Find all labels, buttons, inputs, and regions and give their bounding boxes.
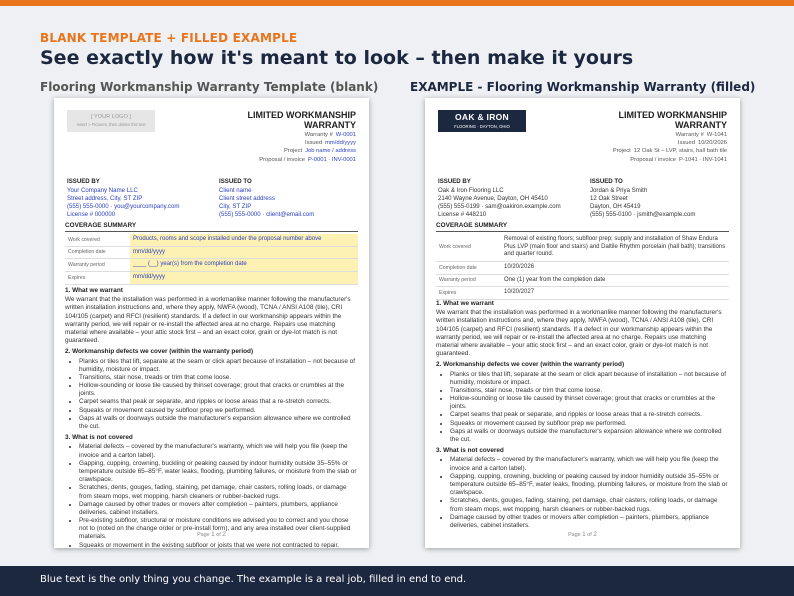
issued-by-block — [67, 178, 217, 219]
eyebrow-label: BLANK TEMPLATE + FILLED EXAMPLE — [40, 31, 298, 45]
table-row: Completion date mm/dd/yyyy — [65, 246, 358, 259]
meta-row: Proposal / invoice P-1041 · INV-1041 — [630, 156, 727, 163]
list-item: • Hollow-sounding or loose tile caused by thinset coverage; grout that cracks or crumbles at the joints. — [79, 382, 358, 398]
section-heading: 2. Workmanship defects we cover (within the warranty period) — [65, 348, 254, 356]
warranty-body — [436, 297, 729, 530]
list-item: • Squeaks or movement in the existing subfloor or joists that we were not contracted to repair. — [79, 542, 358, 548]
issued-to-label: ISSUED TO — [219, 178, 252, 185]
list-item: • Planks or tiles that lift, separate at the seam or click apart because of installation – not because of humidity, moisture or impact. — [450, 371, 729, 387]
client-line: 12 Oak Street — [590, 194, 628, 202]
issuer-line: License # 000000 — [67, 210, 116, 218]
meta-row: Project Job name / address — [284, 148, 356, 155]
table-row: Work covered Removal of existing floors; subfloor prep; supply and installation of Shaw Endura Plus LVP (main floor and stairs) and Daltile Rhythm porcelain (hall bath); transitions and quarter round. — [436, 234, 729, 262]
client-line: Client name — [219, 186, 252, 194]
logo-placeholder-hint: Insert > Pictures, then delete this text — [76, 122, 146, 128]
table-row: Work covered Products, rooms and scope installed under the proposal number above — [65, 234, 358, 246]
client-line: Client street address — [219, 194, 275, 202]
filled-example-label: EXAMPLE - Flooring Workmanship Warranty (filled) — [410, 80, 756, 94]
covered-defects-list — [65, 358, 358, 432]
warranty-meta — [613, 131, 727, 164]
meta-row: Warranty # W-0001 — [304, 132, 356, 138]
client-line: (555) 555-0100 · jsmith@example.com — [590, 210, 696, 218]
section-paragraph: We warrant that the installation was performed in a workmanlike manner following the manufacturer's written installation instructions and, where they apply, NWFA (wood), TCNA / ANSI A108 (tile), CRI 104/105 (carpet) and RFCI (resilient) standards. If a defect in our workmanship appears within the warranty period, we will repair or re-install the affected area at no charge. Repairs use matching material where available – your attic stock first – and an exact color, grain or dye-lot match is not guaranteed. — [65, 296, 351, 345]
list-item: • Transitions, stair nose, treads or trim that come loose. — [79, 374, 358, 382]
issued-by-block — [438, 178, 588, 219]
client-line: Dayton, OH 45419 — [590, 202, 641, 210]
list-item: • Damage caused by other trades or movers after completion – painters, plumbers, appliance deliveries, cabinet installers. — [79, 501, 358, 517]
company-logo-name: OAK & IRON — [455, 112, 509, 122]
blank-template-label: Flooring Workmanship Warranty Template (blank) — [40, 80, 379, 94]
logo-placeholder-text: [ YOUR LOGO ] — [91, 114, 131, 120]
list-item: • Squeaks or movement caused by subfloor prep we performed. — [450, 420, 729, 428]
warranty-meta — [259, 131, 356, 164]
list-item: • Gaps at walls or doorways outside the manufacturer's expansion allowance where we controlled the cut. — [79, 415, 358, 431]
company-logo — [438, 110, 526, 132]
section-paragraph: We warrant that the installation was performed in a workmanlike manner following the manufacturer's written installation instructions and, where they apply, NWFA (wood), TCNA / ANSI A108 (tile), CRI 104/105 (carpet) and RFCI (resilient) standards. If a defect in our workmanship appears within the warranty period, we will repair or re-install the affected area at no charge. Repairs use matching material where available – your attic stock first – and an exact color, grain or dye-lot match is not guaranteed. — [436, 309, 722, 358]
table-row: Completion date 10/20/2026 — [436, 262, 729, 275]
title-line-1: LIMITED WORKMANSHIP — [618, 110, 727, 120]
section-heading: 1. What we warrant — [436, 300, 494, 307]
section-heading: 3. What is not covered — [65, 434, 133, 442]
section-heading: 1. What we warrant — [65, 287, 123, 294]
issuer-line: License # 448210 — [438, 210, 487, 218]
client-line: Jordan & Priya Smith — [590, 186, 648, 194]
meta-row: Warranty # W-1041 — [675, 132, 727, 138]
issuer-line: (555) 555-0000 · you@yourcompany.com — [67, 202, 180, 210]
footer-bar — [0, 566, 794, 596]
list-item: • Squeaks or movement caused by subfloor prep we performed. — [79, 407, 358, 415]
headline: See exactly how it's meant to look – then make it yours — [40, 47, 634, 69]
accent-top-bar — [0, 0, 794, 6]
filled-example-page — [425, 98, 740, 548]
meta-row: Issued 10/20/2026 — [677, 140, 727, 147]
coverage-table — [436, 234, 729, 300]
list-item: • Pre-existing subfloor, structural or moisture conditions we advised you to correct and you chose not to (noted on the change order or pre-install form), and any area installed over client-supplied materials. — [79, 517, 358, 542]
list-item: • Hollow-sounding or loose tile caused by thinset coverage; grout that cracks or crumbles at the joints. — [450, 395, 729, 411]
section-heading: 2. Workmanship defects we cover (within the warranty period) — [436, 361, 625, 369]
list-item: • Gapping, cupping, crowning, buckling or peaking caused by indoor humidity outside 35–55% or temperature outside 65–85°F, water leaks, flooding, plumbing failures, or moisture from the slab or crawlspace. — [79, 460, 358, 485]
coverage-summary-heading: COVERAGE SUMMARY — [65, 222, 358, 232]
list-item: • Transitions, stair nose, treads or trim that come loose. — [450, 387, 729, 395]
client-line: City, ST ZIP — [219, 202, 252, 210]
issuer-line: Oak & Iron Flooring LLC — [438, 186, 504, 194]
list-item: • Planks or tiles that lift, separate at the seam or click apart because of installation – not because of humidity, moisture or impact. — [79, 358, 358, 374]
list-item: • Carpet seams that peak or separate, and ripples or loose areas that a re-stretch corrects. — [450, 411, 729, 419]
meta-row: Project 12 Oak St – LVP, stairs, hall bath tile — [612, 148, 727, 155]
issuer-line: Street address, City, ST ZIP — [67, 194, 143, 202]
coverage-table — [65, 234, 358, 285]
table-row: Expires mm/dd/yyyy — [65, 272, 358, 285]
table-row: Warranty period ____ (__) year(s) from the completion date — [65, 259, 358, 272]
issued-to-block — [219, 178, 359, 219]
issued-by-label: ISSUED BY — [438, 178, 471, 185]
list-item: • Carpet seams that peak or separate, and ripples or loose areas that a re-stretch corrects. — [79, 398, 358, 406]
document-title — [577, 110, 727, 131]
table-row: Warranty period One (1) year from the completion date — [436, 274, 729, 287]
covered-defects-list — [436, 371, 729, 445]
logo-placeholder — [67, 110, 155, 132]
coverage-summary-heading: COVERAGE SUMMARY — [436, 222, 729, 232]
issued-to-block — [590, 178, 730, 219]
exclusions-list — [436, 456, 729, 530]
list-item: • Material defects – covered by the manufacturer's warranty, which we will help you file (keep the invoice and a carton label). — [450, 456, 729, 472]
issuer-line: 2140 Wayne Avenue, Dayton, OH 45410 — [438, 194, 548, 202]
warranty-body — [65, 284, 358, 548]
title-line-2: WARRANTY — [304, 120, 356, 131]
meta-row: Proposal / invoice P-0001 · INV-0001 — [259, 156, 356, 163]
list-item: • Material defects – covered by the manufacturer's warranty, which we will help you file (keep the invoice and a carton label). — [79, 443, 358, 459]
issued-by-label: ISSUED BY — [67, 178, 100, 185]
section-heading: 3. What is not covered — [436, 447, 504, 455]
title-line-1: LIMITED WORKMANSHIP — [247, 110, 356, 120]
issuer-line: (555) 555-0199 · sam@oakiron.example.com — [438, 202, 561, 210]
meta-row: Issued mm/dd/yyyy — [304, 140, 356, 147]
page-number: Page 1 of 2 — [197, 530, 226, 538]
footer-note: Blue text is the only thing you change. The example is a real job, filled in end to end. — [40, 574, 467, 585]
blank-template-page — [54, 98, 369, 548]
list-item: • Damage caused by other trades or movers after completion – painters, plumbers, appliance deliveries, cabinet installers. — [450, 514, 729, 530]
page-number: Page 1 of 2 — [568, 530, 597, 538]
list-item: • Scratches, dents, gouges, fading, staining, pet damage, chair casters, rolling loads, or damage from steam mops, wet mopping, harsh cleaners or rubber-backed rugs. — [79, 484, 358, 500]
table-row: Expires 10/20/2027 — [436, 287, 729, 300]
issued-to-label: ISSUED TO — [590, 178, 623, 185]
client-line: (555) 555-0000 · client@email.com — [219, 210, 315, 218]
list-item: • Scratches, dents, gouges, fading, staining, pet damage, chair casters, rolling loads, or damage from steam mops, wet mopping, harsh cleaners or rubber-backed rugs. — [450, 497, 729, 513]
list-item: • Gapping, cupping, crowning, buckling or peaking caused by indoor humidity outside 35–55% or temperature outside 65–85°F, water leaks, flooding, plumbing failures, or moisture from the slab or crawlspace. — [450, 473, 729, 498]
document-title — [206, 110, 356, 131]
issuer-line: Your Company Name LLC — [67, 186, 138, 194]
list-item: • Gaps at walls or doorways outside the manufacturer's expansion allowance where we controlled the cut. — [450, 428, 729, 444]
title-line-2: WARRANTY — [675, 120, 727, 131]
company-logo-tagline: FLOORING · DAYTON, OHIO — [454, 123, 510, 129]
